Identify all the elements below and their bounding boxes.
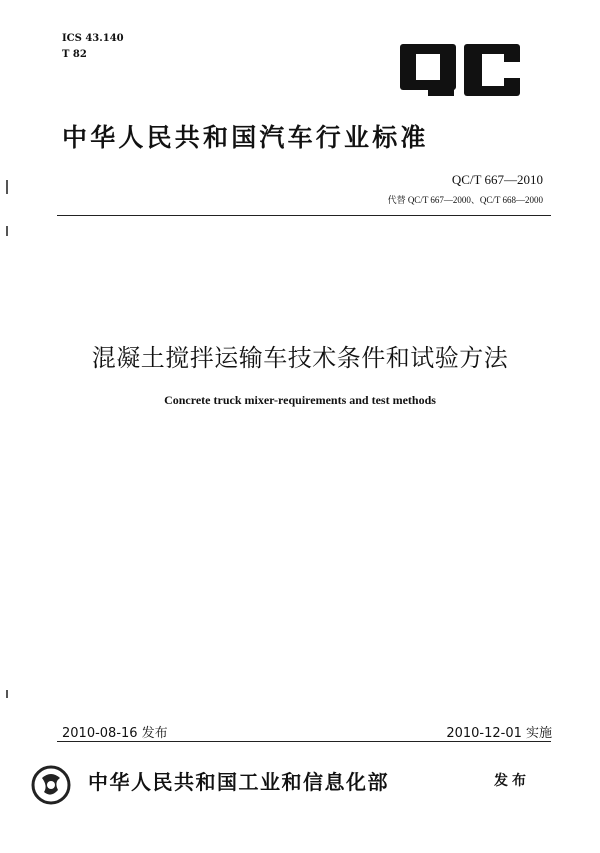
ics-code: ICS 43.140 xyxy=(62,33,124,44)
scan-mark xyxy=(6,180,8,194)
standard-type: 中华人民共和国汽车行业标准 xyxy=(62,123,429,152)
qc-logo xyxy=(398,42,522,98)
title-english: Concrete truck mixer-requirements and test methods xyxy=(164,393,436,407)
issue-date: 2010-08-16 发布 xyxy=(62,726,168,741)
implementation-date: 2010-12-01 实施 xyxy=(446,726,552,741)
scan-mark xyxy=(6,690,8,698)
ministry-emblem-icon xyxy=(30,764,72,806)
replaces-standards: 代替 QC/T 667—2000、QC/T 668—2000 xyxy=(387,195,543,205)
top-divider xyxy=(57,215,551,216)
title-chinese: 混凝土搅拌运输车技术条件和试验方法 xyxy=(91,344,509,372)
classification-code: T 82 xyxy=(62,49,87,60)
publish-label: 发布 xyxy=(494,773,530,789)
scan-mark xyxy=(6,226,8,236)
standard-number: QC/T 667—2010 xyxy=(451,172,543,187)
publisher-name: 中华人民共和国工业和信息化部 xyxy=(88,770,389,794)
bottom-divider xyxy=(57,741,551,742)
